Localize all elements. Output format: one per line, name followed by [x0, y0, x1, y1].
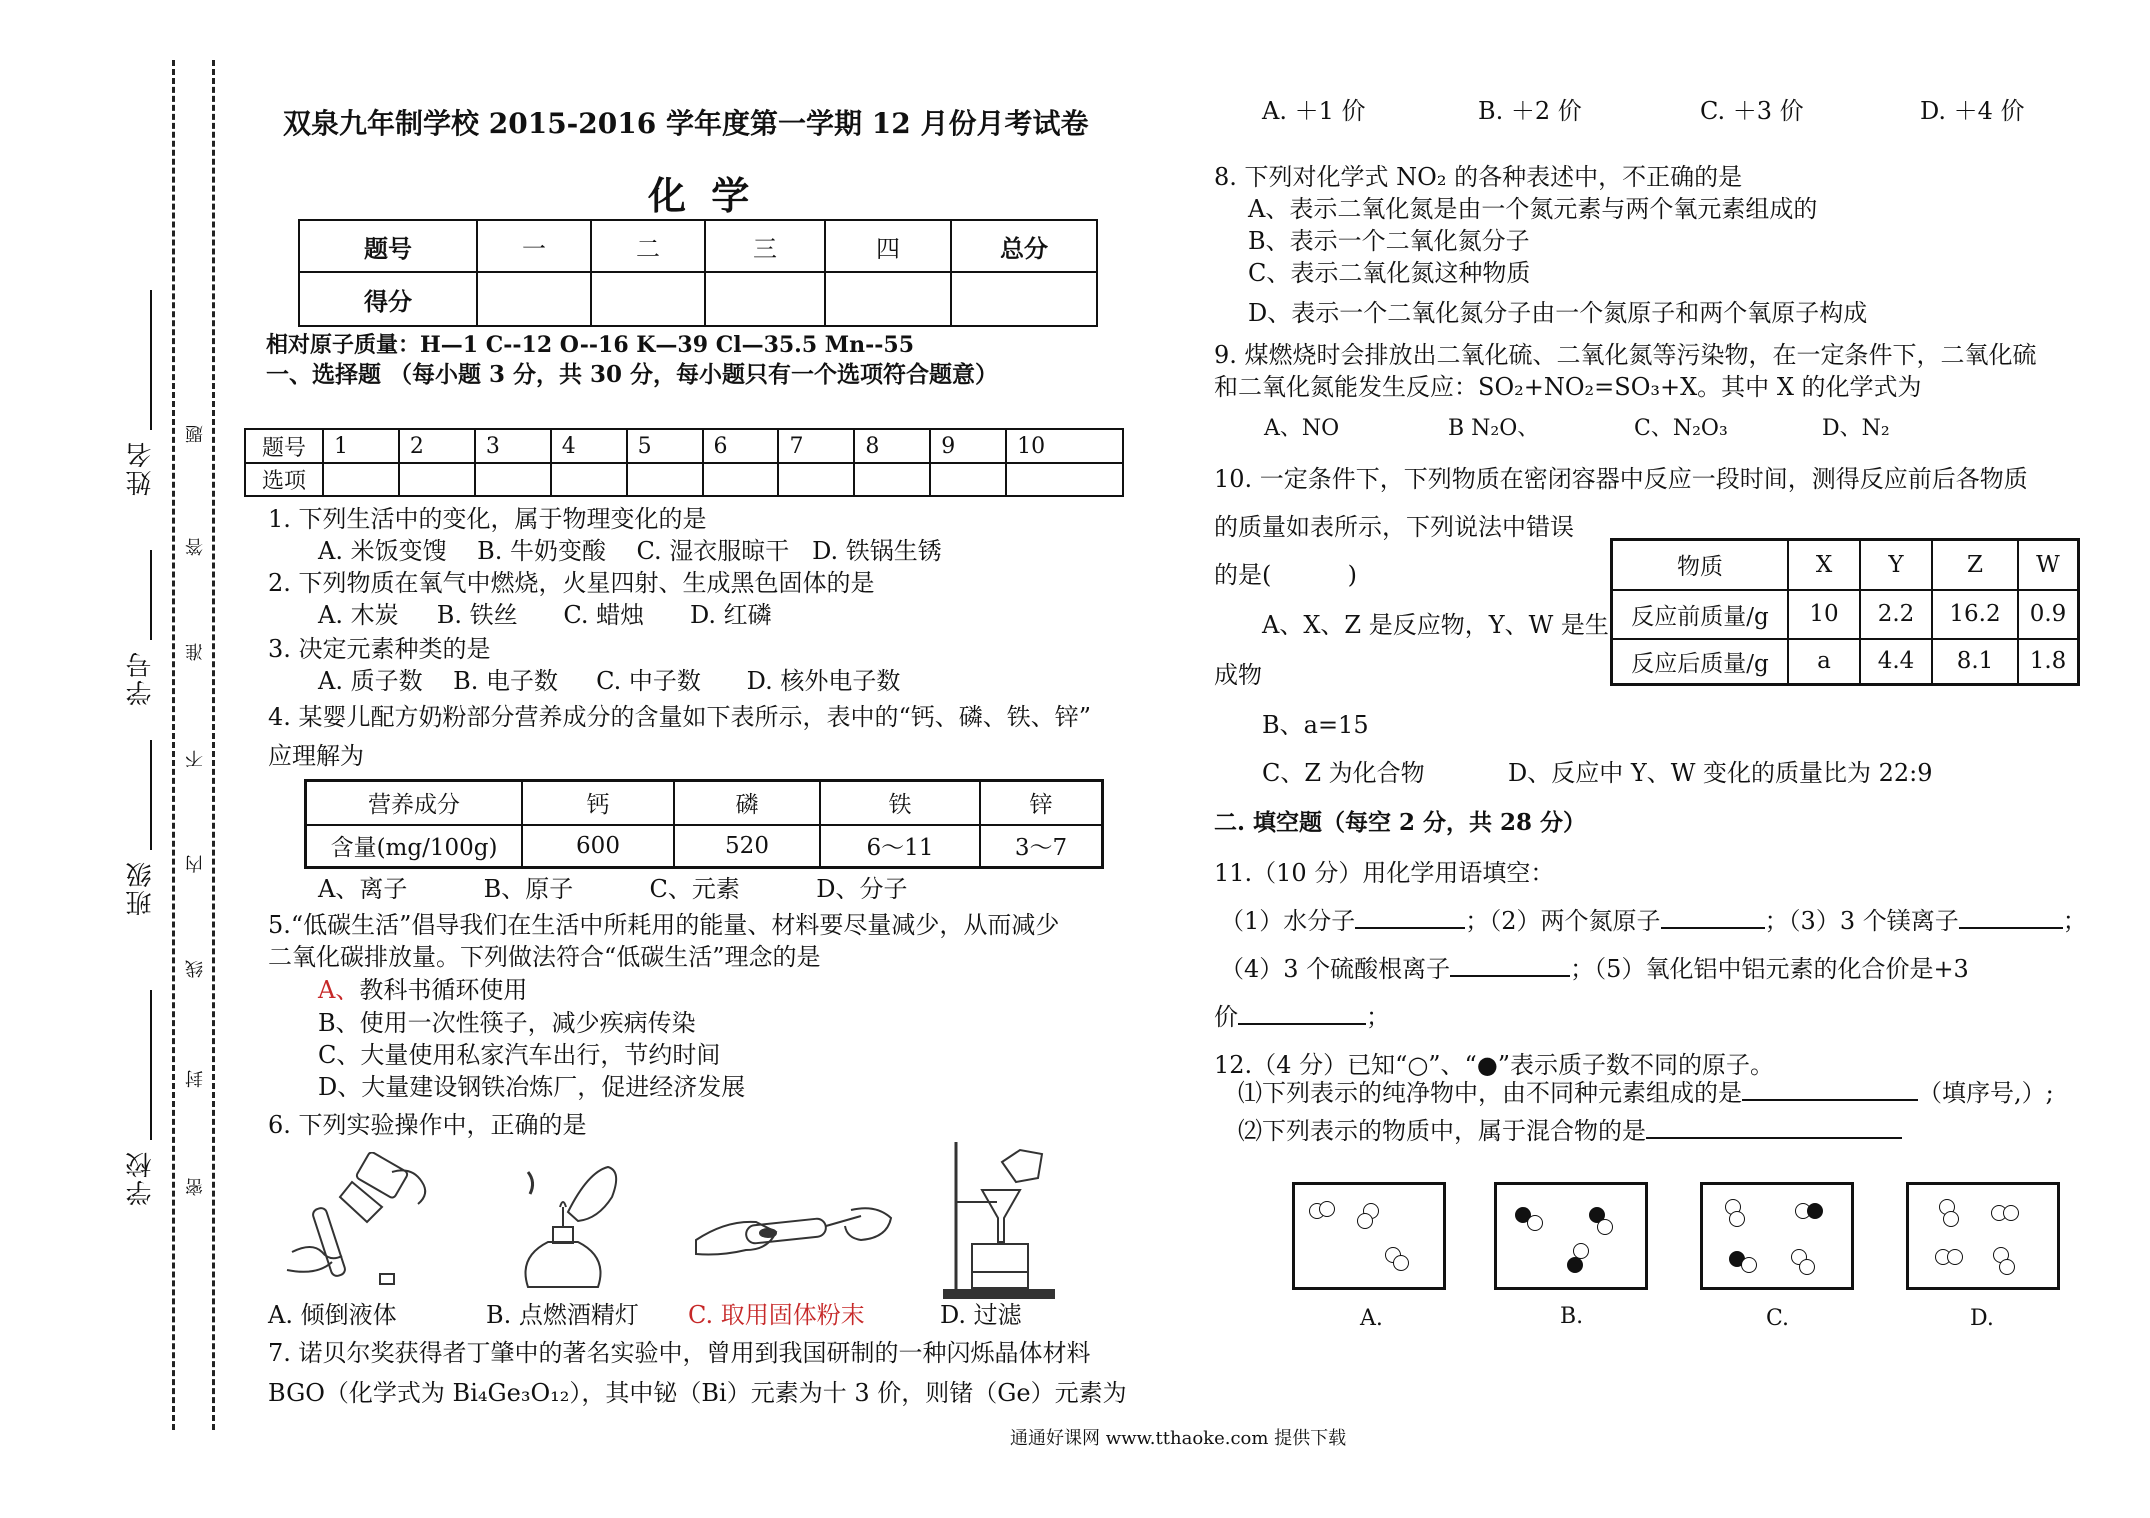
- score-row-label: 得分: [299, 272, 477, 326]
- q9-stem-2: 和二氧化氮能发生反应：SO₂+NO₂=SO₃+X。其中 X 的化学式为: [1214, 373, 1922, 401]
- answer-cell[interactable]: [1006, 463, 1123, 496]
- black-atom: [1567, 1257, 1583, 1273]
- molecule-label-b: B.: [1560, 1304, 1584, 1329]
- score-table: [298, 219, 1098, 327]
- white-atom: [2003, 1205, 2019, 1221]
- score-header-cell: 一: [477, 220, 591, 272]
- q9-option-b: B N₂O、: [1448, 416, 1540, 441]
- q9-option-d: D、N₂: [1822, 416, 1890, 441]
- q11-part1-label: （1）水分子: [1220, 907, 1356, 935]
- class-blank[interactable]: [150, 740, 152, 850]
- section2-title: 二. 填空题（每空 2 分，共 28 分）: [1214, 809, 1587, 836]
- answer-grid-number: 7: [778, 429, 854, 463]
- q4-stem-2: 应理解为: [268, 742, 364, 770]
- molecule-box-a: [1292, 1182, 1446, 1290]
- seal-char-3: 准: [185, 643, 206, 661]
- score-header-cell: 三: [705, 220, 825, 272]
- q12-sub-1: [1238, 1078, 2054, 1108]
- take-powder-illustration: [686, 1180, 896, 1280]
- seal-char-8: 密: [185, 1178, 206, 1196]
- q11-nitrogen-atoms-blank[interactable]: [1661, 927, 1765, 929]
- answer-cell[interactable]: [703, 463, 779, 496]
- answer-grid-label: 选项: [245, 463, 323, 496]
- school-blank[interactable]: [150, 990, 152, 1140]
- mass-header: Y: [1860, 540, 1932, 590]
- q5-option-a-text: 教科书循环使用: [359, 976, 528, 1004]
- pour-liquid-illustration: [282, 1152, 442, 1292]
- q10-option-a: A、X、Z 是反应物，Y、W 是生: [1262, 611, 1609, 639]
- q12-sub1-suffix: （填序号,）;: [1918, 1079, 2054, 1107]
- light-alcohol-lamp-illustration: [498, 1152, 628, 1292]
- score-header-cell: 二: [591, 220, 705, 272]
- score-cell[interactable]: [705, 272, 825, 326]
- reaction-mass-table: [1610, 538, 2080, 686]
- white-atom: [1319, 1201, 1335, 1217]
- answer-grid-number: 1: [323, 429, 399, 463]
- q12-sub1-text: ⑴下列表示的纯净物中，由不同种元素组成的是: [1238, 1079, 1742, 1107]
- q11-part3-label: ；（3）3 个镁离子: [1764, 907, 1959, 935]
- q11-line-2: [1220, 954, 1969, 984]
- filtration-illustration: [942, 1132, 1062, 1302]
- q5-stem: 5.“低碳生活”倡导我们在生活中所耗用的能量、材料要尽量减少，从而减少: [268, 911, 1060, 939]
- nutrition-header: 磷: [674, 781, 820, 825]
- seal-char-6: 线: [185, 960, 206, 978]
- q7-stem-2: BGO（化学式为 Bi₄Ge₃O₁₂），其中铋（Bi）元素为十 3 价，则锗（Ge）元素为: [268, 1379, 1127, 1407]
- answer-grid-number: 2: [399, 429, 475, 463]
- seal-char-5: 内: [185, 855, 206, 873]
- seal-char-1: 题: [185, 425, 206, 443]
- q4-stem: 4. 某婴儿配方奶粉部分营养成分的含量如下表所示，表中的“钙、磷、铁、锌”: [268, 703, 1092, 731]
- q5-stem-2: 二氧化碳排放量。下列做法符合“低碳生活”理念的是: [268, 943, 821, 971]
- atomic-masses: 相对原子质量：H—1 C--12 O--16 K—39 Cl—35.5 Mn--55: [266, 332, 915, 358]
- white-atom: [1999, 1259, 2015, 1275]
- mass-cell: 10: [1788, 590, 1860, 639]
- nutrition-header: 营养成分: [306, 781, 523, 825]
- q7-option-a: A. ＋1 价: [1262, 97, 1366, 125]
- student-id-blank[interactable]: [150, 550, 152, 640]
- molecule-label-c: C.: [1766, 1306, 1790, 1331]
- q8-option-a: A、表示二氧化氮是由一个氮元素与两个氧元素组成的: [1248, 195, 1818, 223]
- binding-dashed-line-inner: [212, 60, 215, 1430]
- nutrition-header: 钙: [522, 781, 674, 825]
- mass-cell: 8.1: [1932, 639, 2018, 685]
- q5-option-b: B、使用一次性筷子，减少疾病传染: [318, 1009, 696, 1037]
- score-cell[interactable]: [477, 272, 591, 326]
- answer-cell[interactable]: [551, 463, 627, 496]
- score-cell[interactable]: [591, 272, 705, 326]
- q11-magnesium-ions-blank[interactable]: [1959, 927, 2063, 929]
- q11-line-1: [1220, 906, 2087, 936]
- q6-option-d: D. 过滤: [940, 1301, 1022, 1329]
- q12-sub2-text: ⑵下列表示的物质中，属于混合物的是: [1238, 1117, 1646, 1145]
- q12-sub-2: [1238, 1116, 1902, 1146]
- q5-option-d: D、大量建设钢铁冶炼厂，促进经济发展: [318, 1073, 746, 1101]
- score-cell[interactable]: [825, 272, 951, 326]
- white-atom: [1597, 1219, 1613, 1235]
- seal-char-7: 封: [185, 1070, 206, 1088]
- answer-grid-number: 9: [930, 429, 1006, 463]
- q1-options: A. 米饭变馊 B. 牛奶变酸 C. 湿衣服晾干 D. 铁锅生锈: [318, 537, 942, 565]
- q1-stem: 1. 下列生活中的变化，属于物理变化的是: [268, 505, 707, 533]
- mass-cell: a: [1788, 639, 1860, 685]
- score-header-cell: 题号: [299, 220, 477, 272]
- q8-option-d: D、表示一个二氧化氮分子由一个氮原子和两个氧原子构成: [1248, 299, 1868, 327]
- white-atom: [1573, 1243, 1589, 1259]
- q4-options: A、离子 B、原子 C、元素 D、分子: [318, 875, 908, 903]
- q10-stem: 10. 一定条件下，下列物质在密闭容器中反应一段时间，测得反应前后各物质: [1214, 465, 2028, 493]
- nutrition-cell: 600: [522, 825, 674, 868]
- q10-option-b: B、a=15: [1262, 711, 1369, 739]
- footer-source: 通通好课网 www.tthaoke.com 提供下载: [1010, 1428, 1347, 1449]
- q6-option-a: A. 倾倒液体: [268, 1301, 397, 1329]
- class-label: 班级: [126, 860, 156, 916]
- q10-option-c: C、Z 为化合物: [1262, 759, 1425, 787]
- mass-header: W: [2018, 540, 2079, 590]
- mass-cell: 0.9: [2018, 590, 2079, 639]
- q8-option-c: C、表示二氧化氮这种物质: [1248, 259, 1531, 287]
- q12-mixture-blank[interactable]: [1646, 1137, 1902, 1139]
- q11-part2-label: ；（2）两个氮原子: [1465, 907, 1661, 935]
- q6-option-c: C. 取用固体粉末: [688, 1301, 865, 1329]
- name-blank[interactable]: [150, 290, 152, 430]
- nutrition-header: 铁: [820, 781, 980, 825]
- mass-cell: 2.2: [1860, 590, 1932, 639]
- answer-cell[interactable]: [778, 463, 854, 496]
- nutrition-cell: 520: [674, 825, 820, 868]
- answer-grid-number: 8: [854, 429, 930, 463]
- white-atom: [1943, 1211, 1959, 1227]
- q5-option-a-letter: A、: [318, 976, 360, 1004]
- q3-options: A. 质子数 B. 电子数 C. 中子数 D. 核外电子数: [318, 667, 901, 695]
- white-atom: [1947, 1249, 1963, 1265]
- q7-option-b: B. ＋2 价: [1478, 97, 1582, 125]
- answer-grid-number: 6: [703, 429, 779, 463]
- mass-row-label: 反应前质量/g: [1612, 590, 1789, 639]
- molecule-label-d: D.: [1970, 1306, 1994, 1331]
- molecule-label-a: A.: [1360, 1306, 1383, 1331]
- mass-header: X: [1788, 540, 1860, 590]
- q11-water-molecule-blank[interactable]: [1355, 927, 1465, 929]
- mass-cell: 1.8: [2018, 639, 2079, 685]
- q9-option-a: A、NO: [1264, 416, 1340, 441]
- q11-semicolon: ；: [1366, 1003, 1390, 1031]
- answer-grid: [244, 428, 1124, 497]
- score-header-cell: 四: [825, 220, 951, 272]
- q2-stem: 2. 下列物质在氧气中燃烧，火星四射、生成黑色固体的是: [268, 569, 875, 597]
- answer-cell[interactable]: [323, 463, 399, 496]
- q9-option-c: C、N₂O₃: [1634, 416, 1728, 441]
- q10-stem-3: 的是( ): [1214, 561, 1358, 589]
- q10-option-a-cont: 成物: [1214, 661, 1262, 689]
- nutrition-header: 锌: [980, 781, 1103, 825]
- black-atom: [1807, 1203, 1823, 1219]
- answer-cell[interactable]: [930, 463, 1006, 496]
- q10-stem-2: 的质量如表所示，下列说法中错误: [1214, 513, 1574, 541]
- q5-option-a: [318, 975, 527, 1005]
- mass-cell: 4.4: [1860, 639, 1932, 685]
- molecule-box-b: [1494, 1182, 1648, 1290]
- q11-sulfate-ions-blank[interactable]: [1450, 975, 1570, 977]
- q12-stem: 12.（4 分）已知“○”、“●”表示质子数不同的原子。: [1214, 1051, 1775, 1079]
- mass-header: Z: [1932, 540, 2018, 590]
- answer-grid-label: 题号: [245, 429, 323, 463]
- q2-options: A. 木炭 B. 铁丝 C. 蜡烛 D. 红磷: [318, 601, 772, 629]
- q11-semicolon: ；: [2062, 907, 2087, 935]
- q10-option-d: D、反应中 Y、W 变化的质量比为 22:9: [1508, 759, 1933, 787]
- nutrition-cell: 6～11: [820, 825, 980, 868]
- q11-line-3: [1214, 1002, 1390, 1032]
- q7-stem: 7. 诺贝尔奖获得者丁肇中的著名实验中，曾用到我国研制的一种闪烁晶体材料: [268, 1339, 1091, 1367]
- answer-grid-number: 3: [475, 429, 551, 463]
- answer-grid-number: 4: [551, 429, 627, 463]
- q8-stem: 8. 下列对化学式 NO₂ 的各种表述中，不正确的是: [1214, 163, 1743, 191]
- binding-dashed-line-outer: [172, 60, 175, 1430]
- molecule-box-d: [1906, 1182, 2060, 1290]
- q7-option-d: D. ＋4 价: [1920, 97, 2025, 125]
- answer-cell[interactable]: [399, 463, 475, 496]
- exam-title: 双泉九年制学校 2015-2016 学年度第一学期 12 月份月考试卷: [283, 107, 1089, 140]
- answer-grid-number: 5: [627, 429, 703, 463]
- q6-stem: 6. 下列实验操作中，正确的是: [268, 1111, 587, 1139]
- nutrition-cell: 3～7: [980, 825, 1103, 868]
- subject-title: 化 学: [648, 173, 756, 218]
- molecule-box-c: [1700, 1182, 1854, 1290]
- mass-cell: 16.2: [1932, 590, 2018, 639]
- q3-stem: 3. 决定元素种类的是: [268, 635, 491, 663]
- answer-cell[interactable]: [627, 463, 703, 496]
- q11-part6-label: 价: [1214, 1003, 1238, 1031]
- answer-cell[interactable]: [475, 463, 551, 496]
- white-atom: [1527, 1215, 1543, 1231]
- q5-option-c: C、大量使用私家汽车出行，节约时间: [318, 1041, 721, 1069]
- mass-header: 物质: [1612, 540, 1789, 590]
- q9-stem: 9. 煤燃烧时会排放出二氧化硫、二氧化氮等污染物，在一定条件下，二氧化硫: [1214, 341, 2037, 369]
- seal-char-4: 不: [185, 750, 206, 768]
- nutrition-table: [304, 779, 1104, 869]
- score-cell[interactable]: [951, 272, 1097, 326]
- q7-option-c: C. ＋3 价: [1700, 97, 1804, 125]
- name-label: 姓名: [126, 440, 156, 496]
- score-header-cell: 总分: [951, 220, 1097, 272]
- school-label: 学校: [126, 1150, 156, 1206]
- mass-row-label: 反应后质量/g: [1612, 639, 1789, 685]
- white-atom: [1741, 1257, 1757, 1273]
- q8-option-b: B、表示一个二氧化氮分子: [1248, 227, 1530, 255]
- white-atom: [1393, 1255, 1409, 1271]
- q6-option-b: B. 点燃酒精灯: [486, 1301, 639, 1329]
- q11-part4-label: （4）3 个硫酸根离子: [1220, 955, 1451, 983]
- answer-cell[interactable]: [854, 463, 930, 496]
- q11-part5-label: ；（5）氧化铝中铝元素的化合价是+3: [1570, 955, 1969, 983]
- section1-title: 一、选择题 （每小题 3 分，共 30 分，每小题只有一个选项符合题意）: [266, 361, 999, 388]
- answer-grid-number: 10: [1006, 429, 1123, 463]
- q11-aluminum-valence-blank[interactable]: [1238, 1023, 1366, 1025]
- seal-char-2: 答: [185, 538, 206, 556]
- nutrition-cell: 含量(mg/100g): [306, 825, 523, 868]
- q12-pure-compound-blank[interactable]: [1742, 1099, 1918, 1101]
- white-atom: [1729, 1211, 1745, 1227]
- white-atom: [1799, 1259, 1815, 1275]
- q11-stem: 11.（10 分）用化学用语填空：: [1214, 859, 1555, 887]
- student-id-label: 学号: [126, 650, 156, 706]
- white-atom: [1357, 1213, 1373, 1229]
